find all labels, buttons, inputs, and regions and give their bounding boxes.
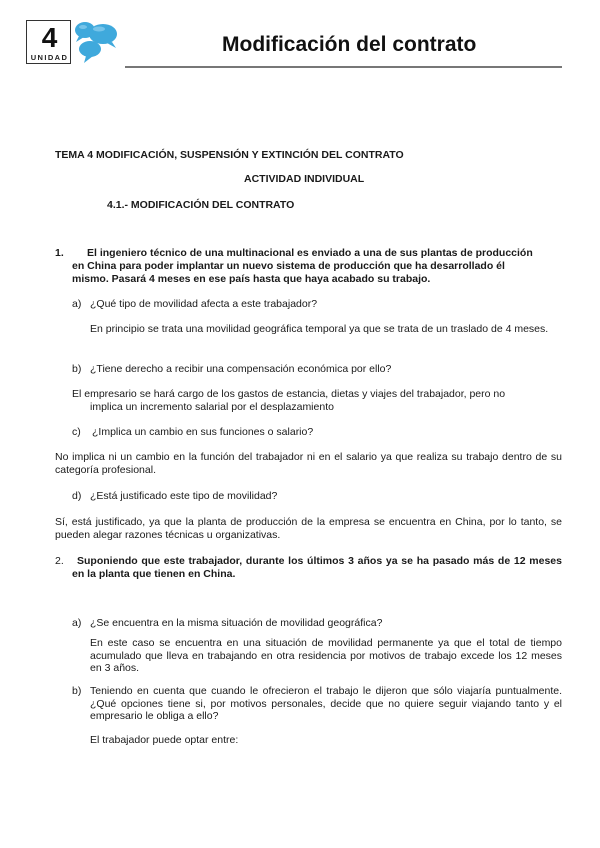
header-divider: [125, 66, 562, 68]
q1c-answer: No implica ni un cambio en la función del trabajador ni en el salario ya que realiza su trabajo dentro de su categoría profesional.: [55, 451, 562, 476]
q1a-question: ¿Qué tipo de movilidad afecta a este trabajador?: [90, 298, 318, 310]
q2-text: Suponiendo que este trabajador, durante los últimos 3 años ya se ha pasado más de 12 meses en la planta que tienen en China.: [72, 555, 562, 580]
unit-badge: [26, 20, 71, 64]
q2a-question: ¿Se encuentra en la misma situación de movilidad geográfica?: [90, 617, 383, 629]
q1-line-1: El ingeniero técnico de una multinacional es enviado a una de sus plantas de producción: [87, 247, 533, 259]
q1d-question: ¿Está justificado este tipo de movilidad?: [90, 490, 278, 502]
speech-bubbles-logo-icon: [72, 17, 120, 65]
unit-label: UNIDAD: [30, 53, 69, 62]
q1-line-3: mismo. Pasará 4 meses en ese país hasta que haya acabado su trabajo.: [72, 273, 431, 285]
q1c-question: ¿Implica un cambio en sus funciones o salario?: [92, 426, 314, 438]
activity-heading: ACTIVIDAD INDIVIDUAL: [244, 173, 365, 185]
q1b-answer-line-2: implica un incremento salarial por el desplazamiento: [90, 401, 334, 413]
q2a-answer: En este caso se encuentra en una situación de movilidad permanente ya que el total de tiempo acumulado que lleva en trabajando en otra residencia por motivos de trabajo excede los 12 meses en 3 años.: [90, 637, 562, 674]
q2-number: 2.: [55, 555, 64, 567]
q2b-question: Teniendo en cuenta que cuando le ofrecieron el trabajo le dijeron que sólo viajaría puntualmente. ¿Qué opciones tiene si, por motivos personales, decide que no quiere seguir viajando tanto y el empresario le obliga a ello?: [90, 685, 562, 722]
page-title: Modificación del contrato: [222, 33, 477, 56]
q1b-marker: b): [72, 363, 82, 375]
q2a-marker: a): [72, 617, 82, 629]
q2b-answer: El trabajador puede optar entre:: [90, 734, 239, 746]
q1b-answer-line-1: El empresario se hará cargo de los gastos de estancia, dietas y viajes del trabajador, pero no: [72, 388, 506, 400]
section-heading: 4.1.- MODIFICACIÓN DEL CONTRATO: [107, 199, 295, 211]
q1a-answer: En principio se trata una movilidad geográfica temporal ya que se trata de un traslado de 4 meses.: [90, 323, 549, 335]
q1-number: 1.: [55, 247, 64, 259]
q2b-marker: b): [72, 685, 82, 697]
topic-heading: TEMA 4 MODIFICACIÓN, SUSPENSIÓN Y EXTINCIÓN DEL CONTRATO: [55, 149, 404, 161]
unit-number: 4: [41, 22, 58, 53]
q1d-answer: Sí, está justificado, ya que la planta de producción de la empresa se encuentra en China, por lo tanto, se pueden alegar razones técnicas u organizativas.: [55, 516, 562, 541]
q1c-marker: c): [72, 426, 81, 438]
q1b-question: ¿Tiene derecho a recibir una compensación económica por ello?: [90, 363, 392, 375]
q1a-marker: a): [72, 298, 82, 310]
q1d-marker: d): [72, 490, 82, 502]
q1-line-2: en China para poder implantar un nuevo sistema de producción que ha desarrollado él: [72, 260, 505, 272]
